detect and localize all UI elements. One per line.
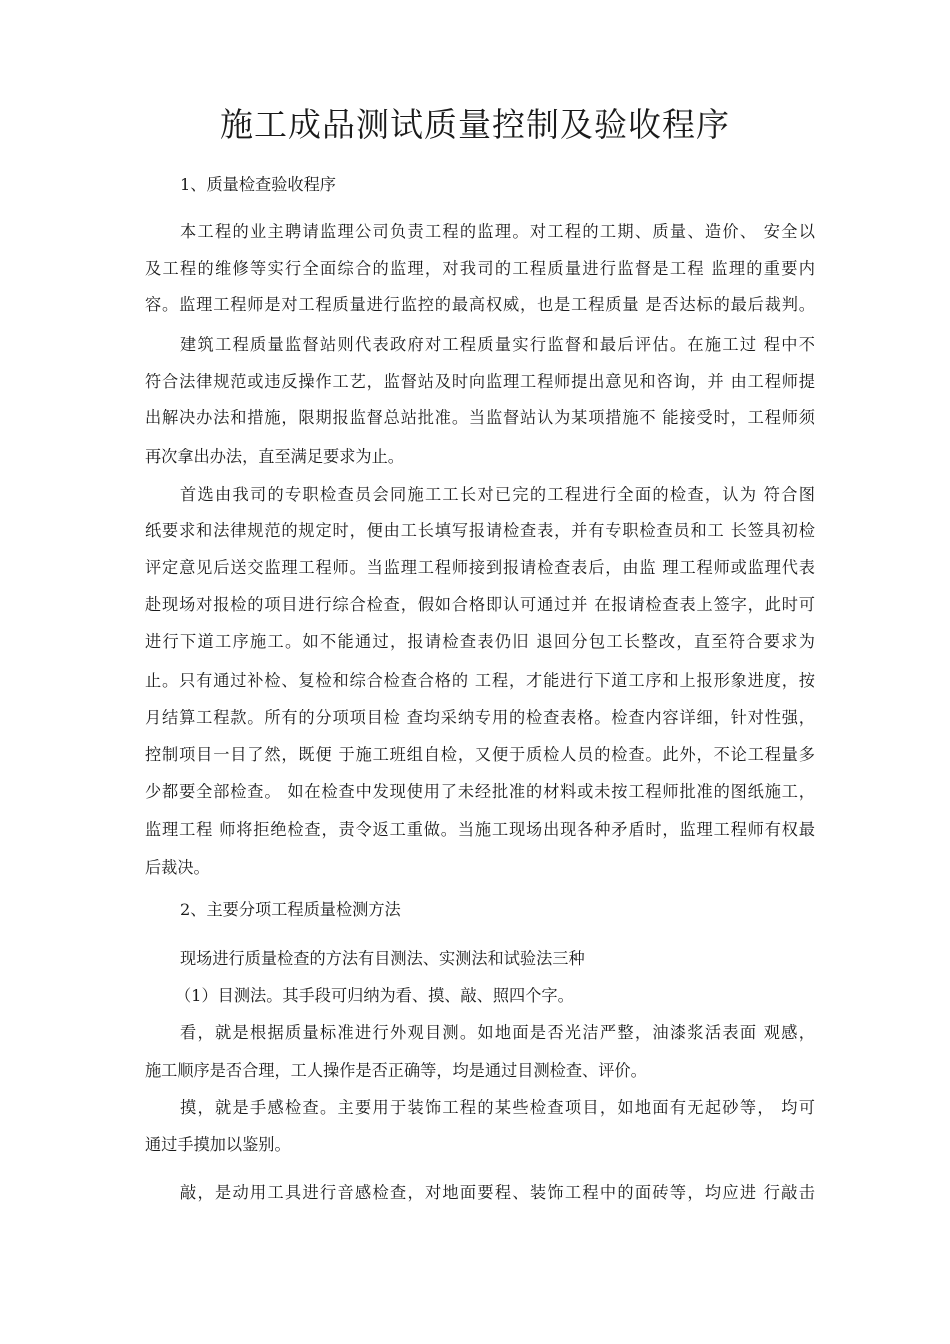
paragraph-line: 纸要求和法律规范的规定时，便由工长填写报请检查表，并有专职检查员和工 长签具初检 — [145, 521, 815, 540]
paragraph-line: 本工程的业主聘请监理公司负责工程的监理。对工程的工期、质量、造价、 安全以 — [180, 222, 815, 241]
paragraph-line: 止。只有通过补检、复检和综合检查合格的 工程，才能进行下道工序和上报形象进度，按 — [145, 671, 815, 690]
paragraph-line: 监理工程 师将拒绝检查，责令返工重做。当施工现场出现各种矛盾时，监理工程师有权最 — [145, 820, 815, 839]
paragraph-line: 出解决办法和措施，限期报监督总站批准。当监督站认为某项措施不 能接受时，工程师须 — [145, 408, 815, 427]
paragraph-line: 进行下道工序施工。如不能通过，报请检查表仍旧 退回分包工长整改，直至符合要求为 — [145, 632, 815, 651]
paragraph-line: 摸，就是手感检查。主要用于装饰工程的某些检查项目，如地面有无起砂等， 均可 — [180, 1098, 815, 1117]
section-heading-2: 2、主要分项工程质量检测方法 — [180, 900, 401, 919]
paragraph-line: （1）目测法。其手段可归纳为看、摸、敲、照四个字。 — [175, 986, 574, 1005]
paragraph-line: 容。监理工程师是对工程质量进行监控的最高权威，也是工程质量 是否达标的最后裁判。 — [145, 295, 815, 314]
paragraph-line: 敲，是动用工具进行音感检查，对地面要程、装饰工程中的面砖等，均应进 行敲击 — [180, 1183, 815, 1202]
paragraph-line: 后裁决。 — [145, 858, 210, 877]
section-heading-1: 1、质量检查验收程序 — [180, 175, 336, 194]
paragraph-line: 少都要全部检查。 如在检查中发现使用了未经批准的材料或未按工程师批准的图纸施工， — [145, 782, 815, 801]
paragraph-line: 赴现场对报检的项目进行综合检查，假如合格即认可通过并 在报请检查表上签字，此时可 — [145, 595, 815, 614]
paragraph-line: 再次拿出办法，直至满足要求为止。 — [145, 447, 404, 466]
paragraph-line: 符合法律规范或违反操作工艺，监督站及时向监理工程师提出意见和咨询，并 由工程师提 — [145, 372, 815, 391]
paragraph-line: 建筑工程质量监督站则代表政府对工程质量实行监督和最后评估。在施工过 程中不 — [180, 335, 815, 354]
paragraph-line: 看，就是根据质量标准进行外观目测。如地面是否光洁严整，油漆浆活表面 观感， — [180, 1023, 815, 1042]
document-title: 施工成品测试质量控制及验收程序 — [220, 105, 730, 144]
paragraph-line: 月结算工程款。所有的分项项目检 查均采纳专用的检查表格。检查内容详细，针对性强， — [145, 708, 815, 727]
paragraph-line: 首选由我司的专职检查员会同施工工长对已完的工程进行全面的检查，认为 符合图 — [180, 485, 815, 504]
paragraph-line: 及工程的维修等实行全面综合的监理，对我司的工程质量进行监督是工程 监理的重要内 — [145, 259, 815, 278]
paragraph-line: 现场进行质量检查的方法有目测法、实测法和试验法三种 — [180, 949, 585, 968]
paragraph-line: 施工顺序是否合理，工人操作是否正确等，均是通过目测检查、评价。 — [145, 1061, 647, 1080]
paragraph-line: 控制项目一目了然，既便 于施工班组自检，又便于质检人员的检查。此外，不论工程量多 — [145, 745, 815, 764]
paragraph-line: 通过手摸加以鉴别。 — [145, 1135, 291, 1154]
paragraph-line: 评定意见后送交监理工程师。当监理工程师接到报请检查表后，由监 理工程师或监理代表 — [145, 558, 815, 577]
